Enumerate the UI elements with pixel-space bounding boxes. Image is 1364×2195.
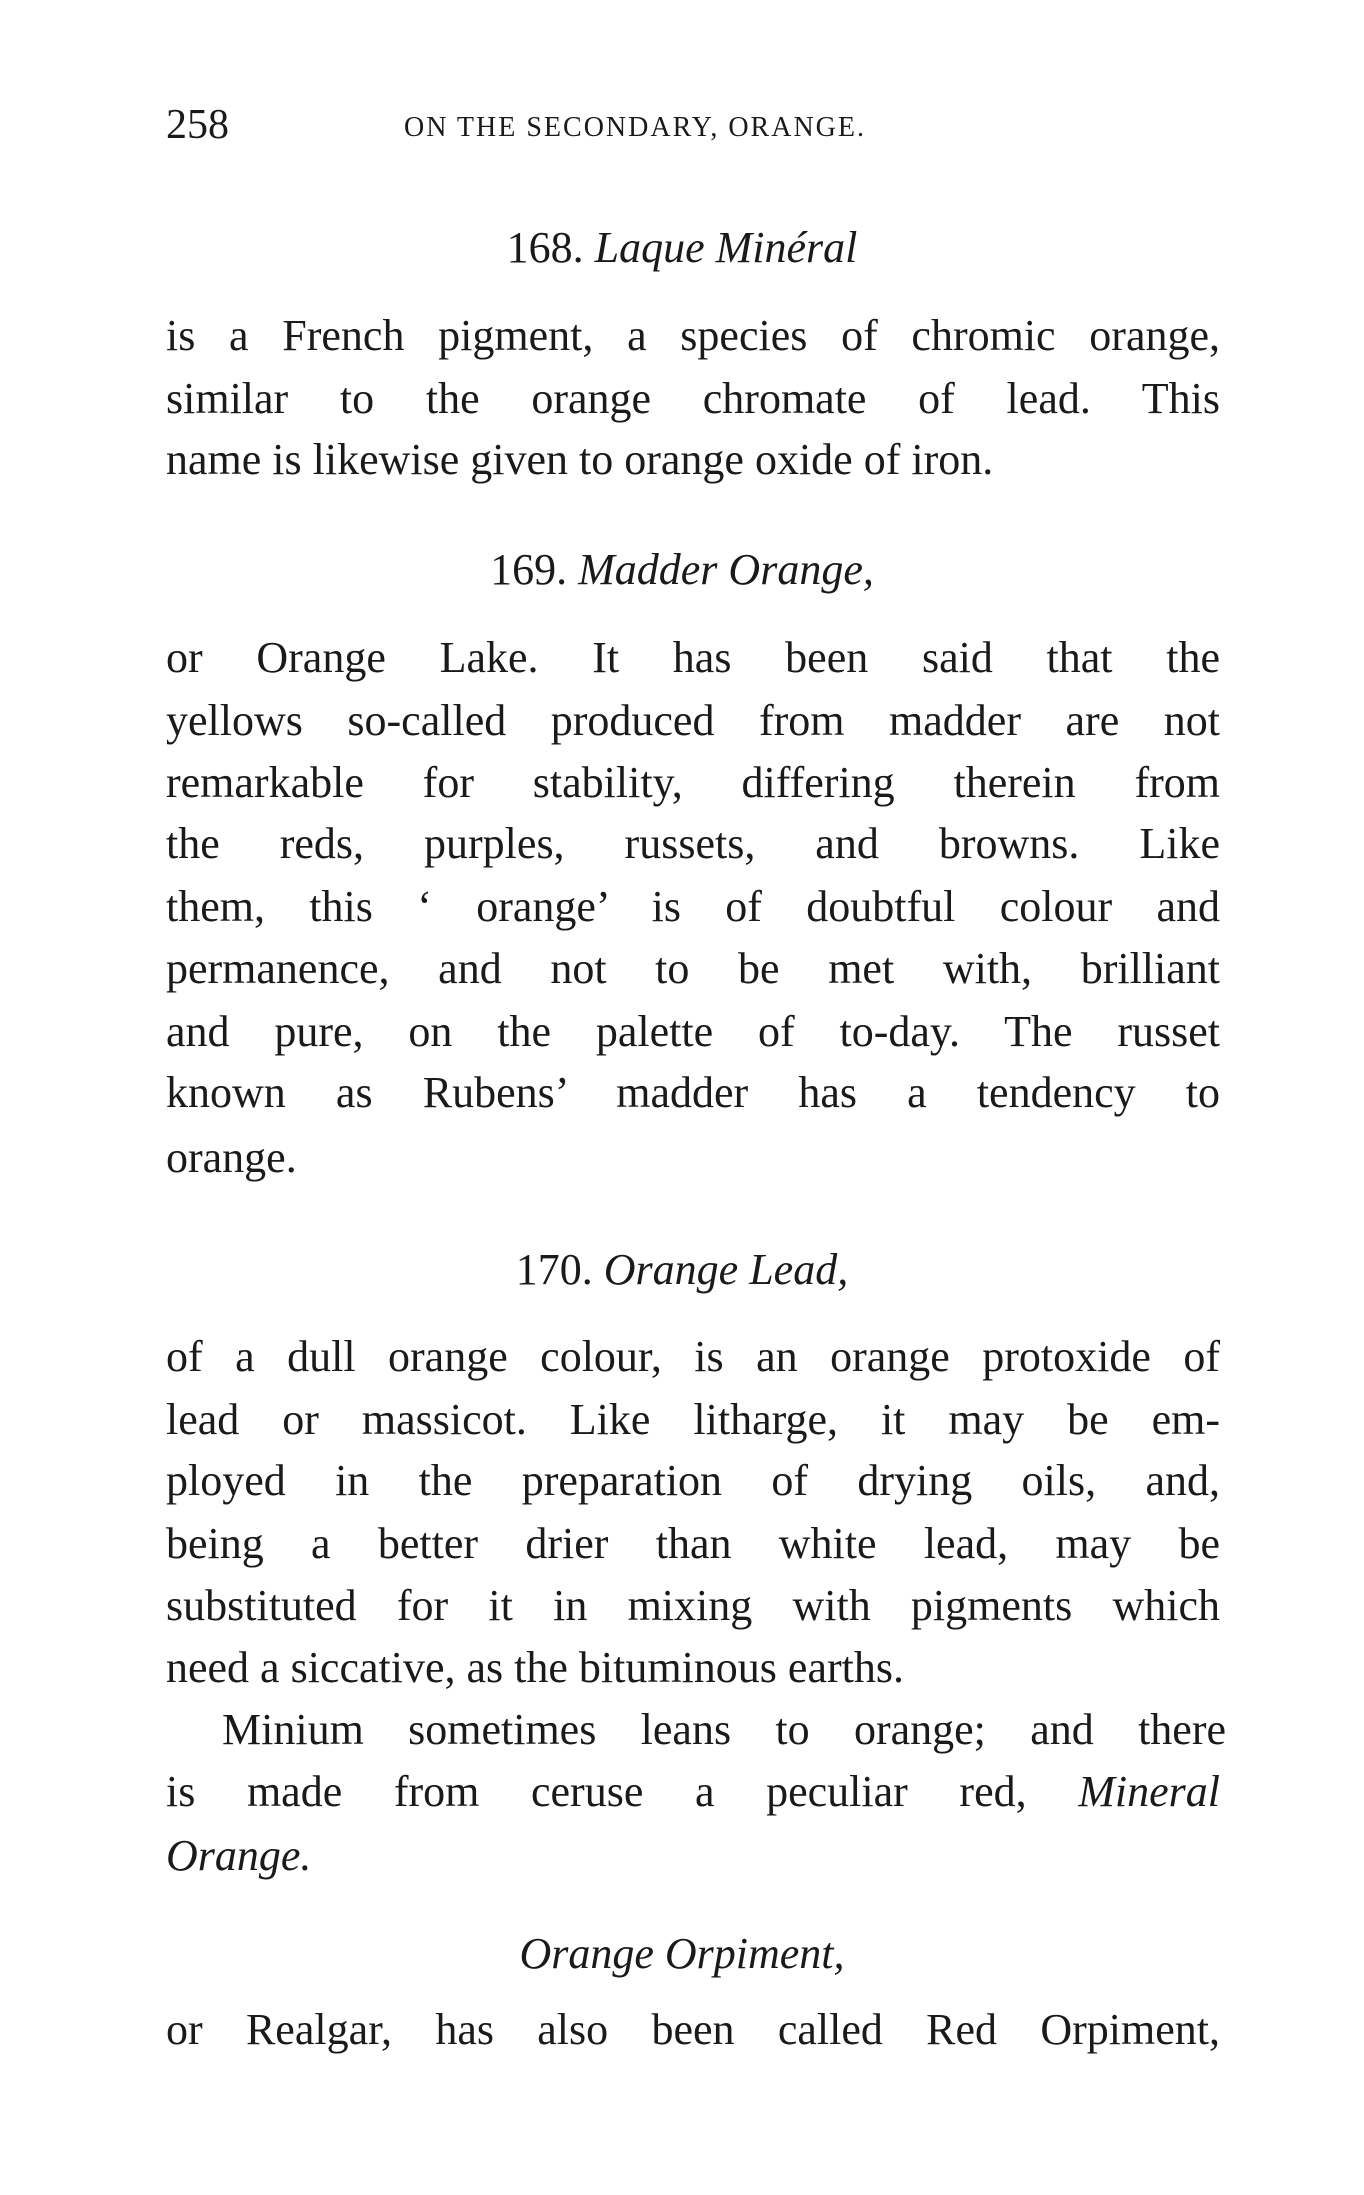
text-line: orange. xyxy=(166,1133,297,1182)
section-number: 169. xyxy=(490,545,568,594)
text-line: known as Rubens’ madder has a tendency to xyxy=(166,1068,1220,1117)
section-title: Laque Minéral xyxy=(594,223,858,272)
text-line: of a dull orange colour, is an orange protoxide of xyxy=(166,1332,1220,1381)
text-line: them, this ‘ orange’ is of doubtful colour and xyxy=(166,882,1220,931)
section-heading-170 xyxy=(0,1240,1364,1300)
italic-term: Mineral xyxy=(1078,1767,1220,1816)
page-number: 258 xyxy=(166,102,229,148)
section-title: Orange Orpiment, xyxy=(519,1929,845,1978)
text-line: lead or massicot. Like litharge, it may be em- xyxy=(166,1395,1220,1444)
text-line: being a better drier than white lead, may be xyxy=(166,1519,1220,1568)
text-line: and pure, on the palette of to-day. The russet xyxy=(166,1007,1220,1056)
section-title: Orange Lead, xyxy=(603,1245,849,1294)
section-number: 170. xyxy=(515,1245,593,1294)
text-span: is made from ceruse a peculiar red, xyxy=(166,1767,1027,1816)
italic-term: Orange. xyxy=(166,1831,312,1880)
text-line: name is likewise given to orange oxide of iron. xyxy=(166,435,994,484)
text-line: remarkable for stability, differing therein from xyxy=(166,758,1220,807)
text-line: yellows so-called produced from madder are not xyxy=(166,696,1220,745)
section-title: Madder Orange, xyxy=(578,545,874,594)
section-number: 168. xyxy=(506,223,584,272)
text-line: the reds, purples, russets, and browns. Like xyxy=(166,819,1220,868)
text-line xyxy=(166,1826,1220,1886)
text-line xyxy=(166,1762,1220,1822)
running-head: ON THE SECONDARY, ORANGE. xyxy=(404,112,867,143)
text-line: permanence, and not to be met with, brilliant xyxy=(166,944,1220,993)
section-heading-orpiment xyxy=(0,1924,1364,1984)
text-line: ployed in the preparation of drying oils, and, xyxy=(166,1456,1220,1505)
text-line: or Realgar, has also been called Red Orpiment, xyxy=(166,2005,1220,2054)
text-line: or Orange Lake. It has been said that the xyxy=(166,633,1220,682)
section-heading-169 xyxy=(0,540,1364,600)
text-line: is a French pigment, a species of chromic orange, xyxy=(166,311,1220,360)
text-line: Minium sometimes leans to orange; and there xyxy=(222,1705,1226,1754)
text-line: substituted for it in mixing with pigments which xyxy=(166,1581,1220,1630)
text-line: need a siccative, as the bituminous earths. xyxy=(166,1643,904,1692)
section-heading-168 xyxy=(0,218,1364,278)
text-line: similar to the orange chromate of lead. This xyxy=(166,374,1220,423)
